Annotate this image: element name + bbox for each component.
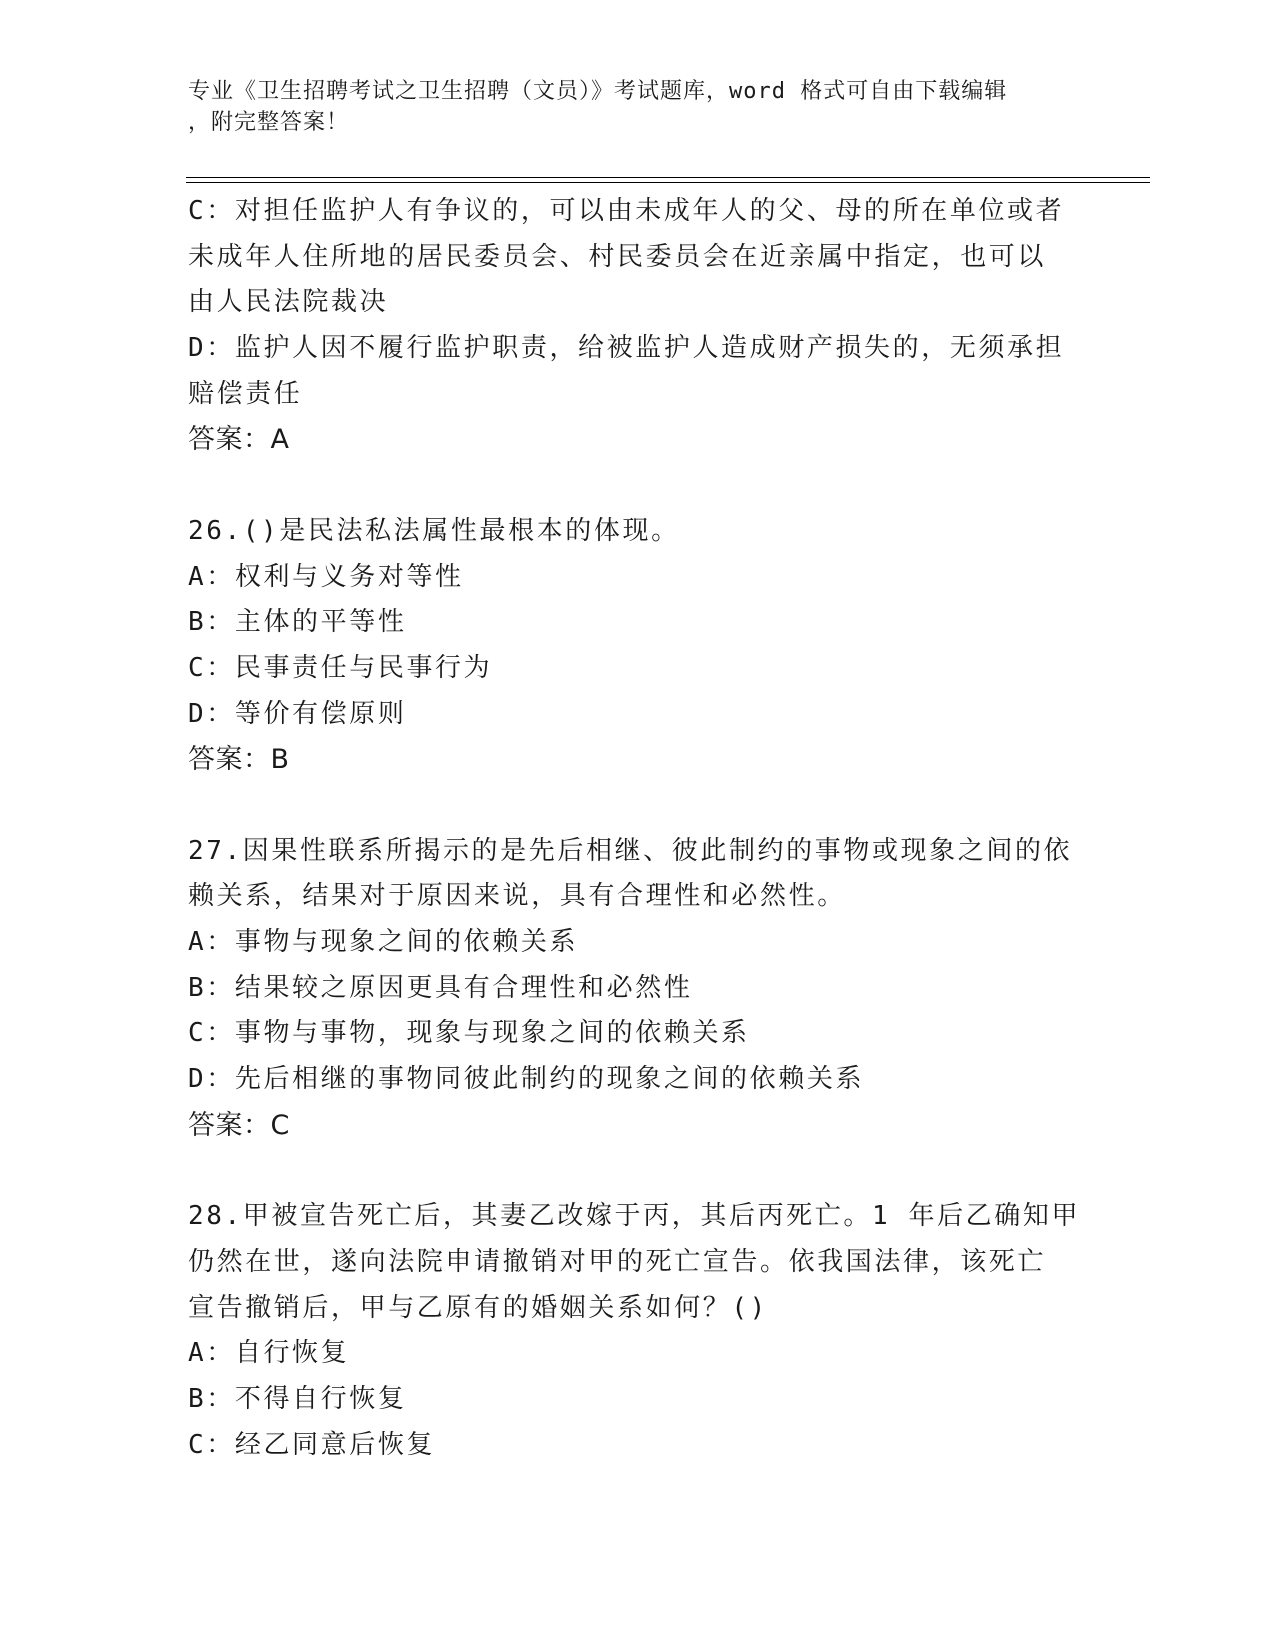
option-d: D：先后相继的事物同彼此制约的现象之间的依赖关系 <box>188 1064 865 1095</box>
option-c-line: 由人民法院裁决 <box>188 287 389 318</box>
option-c-line: 未成年人住所地的居民委员会、村民委员会在近亲属中指定，也可以 <box>188 241 1047 272</box>
header-line-2: ，附完整答案！ <box>188 110 350 135</box>
option-a: A：自行恢复 <box>188 1338 350 1369</box>
option-c: C：民事责任与民事行为 <box>188 652 493 683</box>
option-c: C：经乙同意后恢复 <box>188 1429 436 1460</box>
option-d-line: D：监护人因不履行监护职责，给被监护人造成财产损失的，无须承担 <box>188 333 1065 364</box>
answer-label: 答案：A <box>188 424 290 456</box>
answer-label: 答案：C <box>188 1109 290 1141</box>
question-28 <box>188 1194 1081 1468</box>
header-divider-bottom <box>186 182 1150 183</box>
option-b: B：主体的平等性 <box>188 607 407 638</box>
option-c: C：事物与事物，现象与现象之间的依赖关系 <box>188 1018 750 1049</box>
question-stem: 赖关系，结果对于原因来说，具有合理性和必然性。 <box>188 881 846 912</box>
option-b: B：结果较之原因更具有合理性和必然性 <box>188 972 693 1003</box>
question-stem: 仍然在世，遂向法院申请撤销对甲的死亡宣告。依我国法律，该死亡 <box>188 1246 1047 1277</box>
option-d: D：等价有偿原则 <box>188 698 407 729</box>
question-stem: 26.()是民法私法属性最根本的体现。 <box>188 515 680 546</box>
answer-label: 答案：B <box>188 744 290 776</box>
question-26 <box>188 509 1078 783</box>
question-content <box>188 189 1081 1468</box>
question-25-continued <box>188 189 1078 463</box>
question-27 <box>188 829 1078 1149</box>
option-c-line: C：对担任监护人有争议的，可以由未成年人的父、母的所在单位或者 <box>188 196 1065 226</box>
document-header <box>188 76 1088 138</box>
option-b: B：不得自行恢复 <box>188 1383 407 1414</box>
question-stem: 27.因果性联系所揭示的是先后相继、彼此制约的事物或现象之间的依 <box>188 835 1073 866</box>
option-d-line: 赔偿责任 <box>188 378 303 409</box>
question-stem: 28.甲被宣告死亡后，其妻乙改嫁于丙，其后丙死亡。1 年后乙确知甲 <box>188 1201 1081 1232</box>
question-stem: 宣告撤销后，甲与乙原有的婚姻关系如何？() <box>188 1292 768 1323</box>
option-a: A：事物与现象之间的依赖关系 <box>188 927 579 957</box>
header-divider-top <box>186 177 1150 178</box>
header-line-1: 专业《卫生招聘考试之卫生招聘（文员）》考试题库，word 格式可自由下载编辑 <box>188 79 1008 104</box>
option-a: A：权利与义务对等性 <box>188 561 464 592</box>
